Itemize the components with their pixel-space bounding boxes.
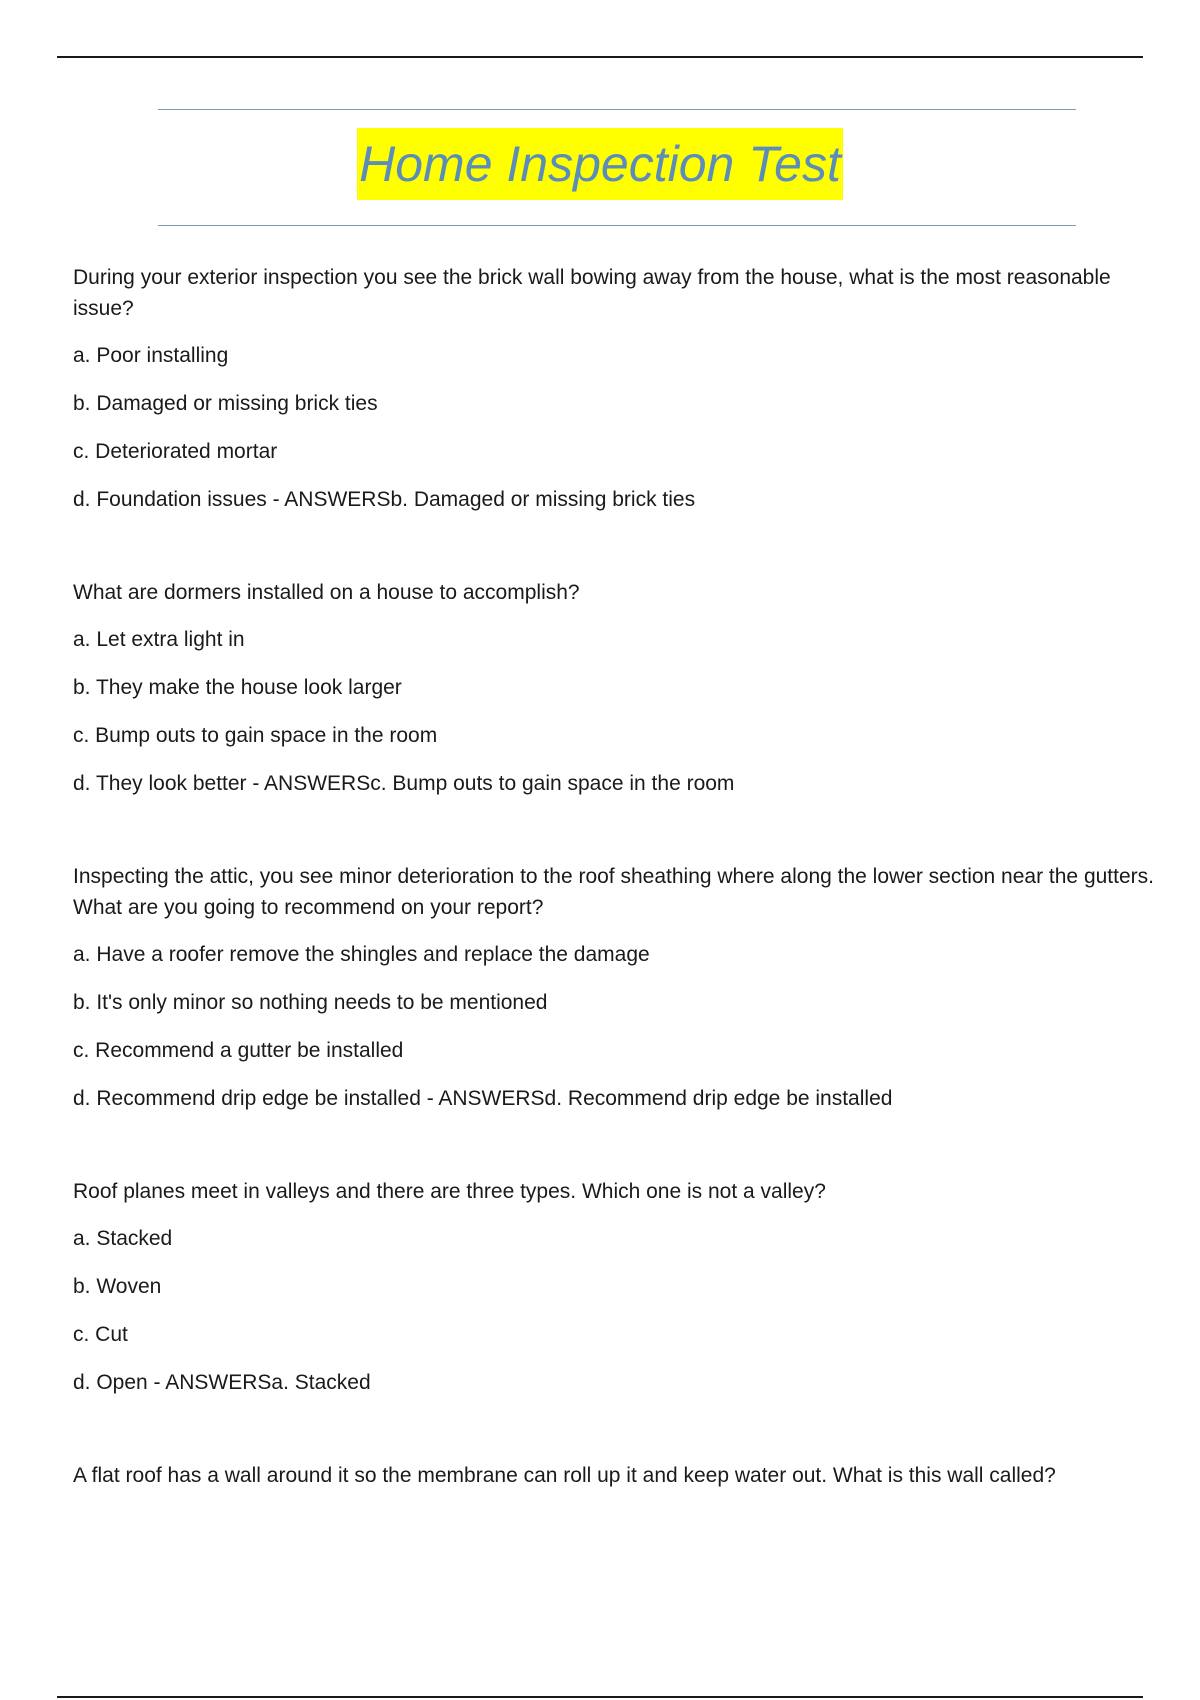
answer-option-with-key: d. They look better - ANSWERSc. Bump outs to gain space in the room [73,772,735,795]
question-text: A flat roof has a wall around it so the membrane can roll up it and keep water out. What is this wall called? [73,1464,1056,1487]
answer-option: b. It's only minor so nothing needs to be mentioned [73,991,548,1014]
answer-option-with-key: d. Foundation issues - ANSWERSb. Damaged or missing brick ties [73,488,696,511]
page-top-rule [57,56,1143,58]
question-block [73,861,1163,1114]
answer-option: c. Deteriorated mortar [73,440,278,463]
question-text: Inspecting the attic, you see minor deterioration to the roof sheathing where along the lower section near the gutters. What are you going to recommend on your report? [73,865,1154,919]
question-list [73,262,1163,1507]
question-block [73,577,1163,799]
answer-option-with-key: d. Open - ANSWERSa. Stacked [73,1371,371,1394]
answer-option: b. Woven [73,1275,162,1298]
question-text: During your exterior inspection you see the brick wall bowing away from the house, what is the most reasonable issue? [73,266,1111,320]
question-block [73,1460,1163,1491]
answer-option-with-key: d. Recommend drip edge be installed - ANSWERSd. Recommend drip edge be installed [73,1087,893,1110]
page-bottom-rule [57,1696,1143,1698]
answer-option: c. Recommend a gutter be installed [73,1039,404,1062]
question-block [73,262,1163,515]
title-upper-rule [158,109,1076,110]
answer-option: a. Let extra light in [73,628,245,651]
answer-option: c. Cut [73,1323,128,1346]
question-text: Roof planes meet in valleys and there are three types. Which one is not a valley? [73,1180,826,1203]
title-container [0,128,1200,200]
document-title: Home Inspection Test [357,128,843,200]
answer-option: c. Bump outs to gain space in the room [73,724,438,747]
question-text: What are dormers installed on a house to accomplish? [73,581,580,604]
answer-option: a. Have a roofer remove the shingles and replace the damage [73,943,650,966]
answer-option: b. They make the house look larger [73,676,402,699]
title-lower-rule [158,225,1076,226]
answer-option: a. Poor installing [73,344,229,367]
answer-option: b. Damaged or missing brick ties [73,392,378,415]
answer-option: a. Stacked [73,1227,173,1250]
question-block [73,1176,1163,1398]
